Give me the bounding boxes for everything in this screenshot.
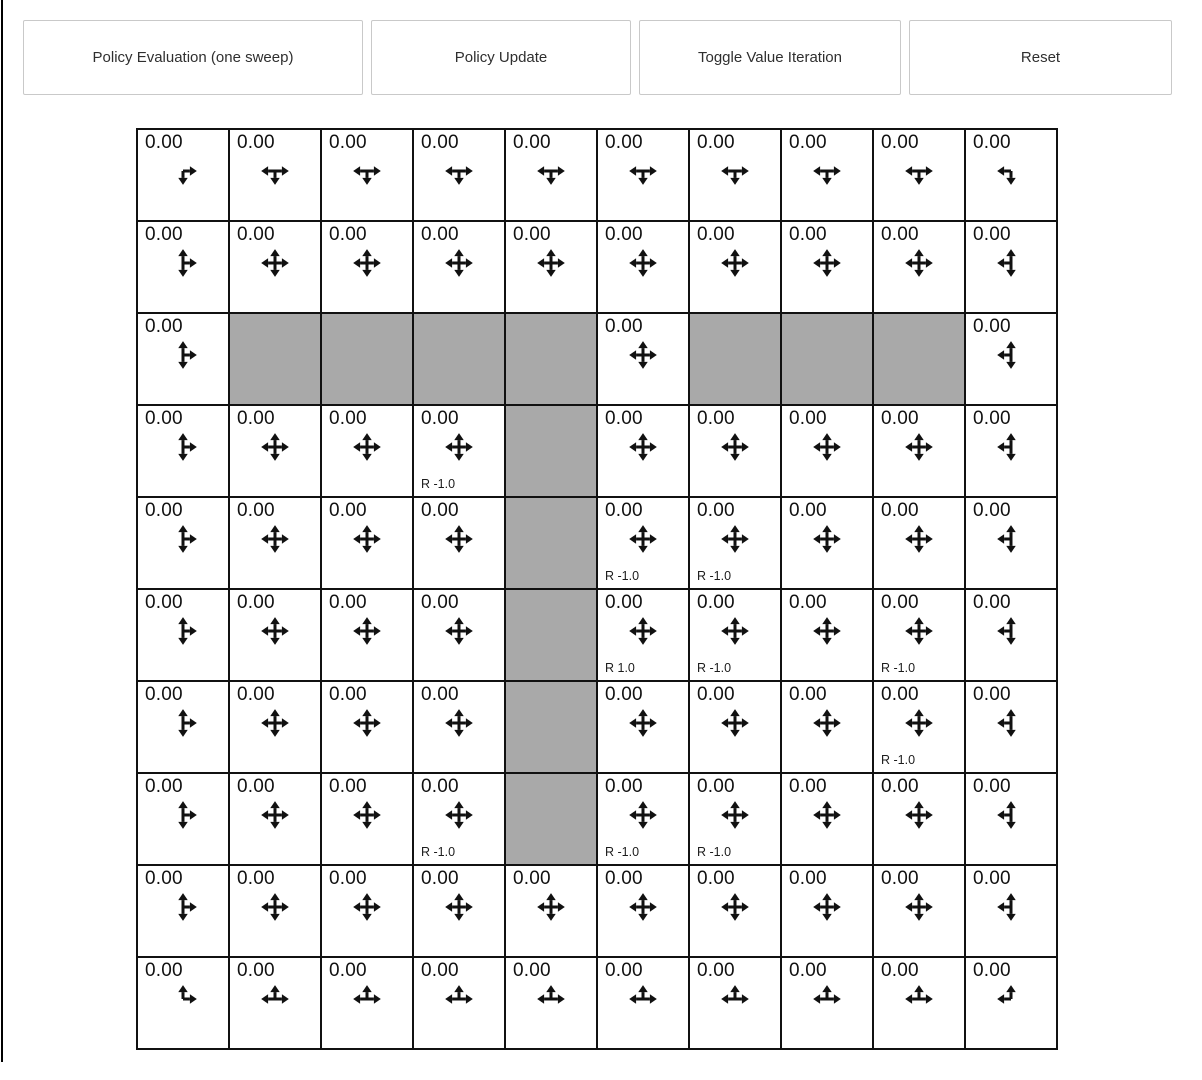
policy-arrows-icon [624,244,662,282]
state-cell[interactable] [873,129,965,221]
state-cell[interactable] [965,589,1057,681]
state-value: 0.00 [973,684,1011,705]
state-value: 0.00 [881,224,919,245]
policy-arrows-icon [440,980,478,1018]
reward-label: R -1.0 [605,845,640,859]
state-cell[interactable] [137,129,229,221]
policy-arrows-icon [808,704,846,742]
state-cell[interactable] [965,773,1057,865]
state-cell[interactable] [965,129,1057,221]
state-cell[interactable] [597,313,689,405]
state-value: 0.00 [973,960,1011,981]
policy-arrows-icon [348,980,386,1018]
wall-cell [229,313,321,405]
state-value: 0.00 [329,500,367,521]
state-value: 0.00 [973,132,1011,153]
policy-arrows-icon [440,612,478,650]
policy-arrows-icon [624,980,662,1018]
state-cell[interactable] [689,865,781,957]
policy-arrows-icon [716,980,754,1018]
state-cell[interactable] [321,957,413,1049]
state-cell[interactable] [965,865,1057,957]
state-cell[interactable] [413,957,505,1049]
state-value: 0.00 [697,500,735,521]
state-value: 0.00 [513,960,551,981]
policy-arrows-icon [256,980,294,1018]
policy-arrows-icon [256,428,294,466]
state-cell[interactable] [597,681,689,773]
policy-arrows-icon [808,980,846,1018]
state-cell[interactable] [229,865,321,957]
state-value: 0.00 [973,224,1011,245]
policy-arrows-icon [624,888,662,926]
state-cell[interactable] [321,221,413,313]
policy-arrows-icon [716,888,754,926]
state-cell[interactable] [781,497,873,589]
policy-arrows-icon [164,152,202,190]
state-cell[interactable] [321,497,413,589]
reward-label: R -1.0 [605,569,640,583]
state-cell[interactable] [229,957,321,1049]
state-value: 0.00 [237,592,275,613]
state-value: 0.00 [329,132,367,153]
state-value: 0.00 [421,684,459,705]
state-cell[interactable] [965,313,1057,405]
policy-arrows-icon [256,796,294,834]
state-value: 0.00 [145,684,183,705]
state-cell[interactable] [597,221,689,313]
state-value: 0.00 [237,408,275,429]
policy-arrows-icon [440,244,478,282]
state-cell[interactable] [873,497,965,589]
policy-arrows-icon [992,704,1030,742]
state-value: 0.00 [145,868,183,889]
state-cell[interactable] [597,865,689,957]
state-cell[interactable] [229,681,321,773]
state-value: 0.00 [329,224,367,245]
state-cell[interactable] [689,221,781,313]
policy-arrows-icon [900,152,938,190]
state-cell[interactable] [321,589,413,681]
state-value: 0.00 [605,316,643,337]
state-cell[interactable] [781,221,873,313]
state-cell[interactable] [781,405,873,497]
state-cell[interactable] [965,221,1057,313]
policy-arrows-icon [164,336,202,374]
policy-arrows-icon [900,428,938,466]
policy-arrows-icon [808,244,846,282]
state-cell[interactable] [413,221,505,313]
state-value: 0.00 [145,224,183,245]
state-cell[interactable] [137,957,229,1049]
state-cell[interactable] [689,957,781,1049]
policy-arrows-icon [532,980,570,1018]
wall-cell [505,497,597,589]
reward-label: R -1.0 [421,477,456,491]
policy-arrows-icon [900,612,938,650]
policy-arrows-icon [716,520,754,558]
policy-arrows-icon [348,888,386,926]
policy-arrows-icon [440,704,478,742]
state-cell[interactable] [597,497,689,589]
state-value: 0.00 [145,500,183,521]
wall-cell [781,313,873,405]
policy-arrows-icon [256,888,294,926]
state-cell[interactable] [321,773,413,865]
policy-arrows-icon [716,796,754,834]
policy-arrows-icon [164,980,202,1018]
state-value: 0.00 [605,960,643,981]
state-value: 0.00 [421,132,459,153]
policy-arrows-icon [716,152,754,190]
wall-cell [505,773,597,865]
policy-evaluation-button[interactable]: Policy Evaluation (one sweep) [23,20,363,95]
policy-arrows-icon [992,520,1030,558]
state-value: 0.00 [881,132,919,153]
wall-cell [505,405,597,497]
policy-arrows-icon [532,244,570,282]
policy-arrows-icon [808,520,846,558]
state-cell[interactable] [689,773,781,865]
policy-arrows-icon [624,796,662,834]
reward-label: R -1.0 [697,569,732,583]
state-cell[interactable] [597,773,689,865]
policy-arrows-icon [348,520,386,558]
state-cell[interactable] [689,405,781,497]
policy-arrows-icon [256,704,294,742]
state-value: 0.00 [789,132,827,153]
state-cell[interactable] [689,129,781,221]
state-value: 0.00 [605,500,643,521]
state-cell[interactable] [321,865,413,957]
state-value: 0.00 [237,224,275,245]
state-value: 0.00 [789,684,827,705]
policy-arrows-icon [440,428,478,466]
policy-arrows-icon [992,152,1030,190]
state-cell[interactable] [873,405,965,497]
state-value: 0.00 [329,592,367,613]
state-value: 0.00 [973,316,1011,337]
policy-arrows-icon [256,152,294,190]
policy-arrows-icon [624,612,662,650]
state-value: 0.00 [513,868,551,889]
state-value: 0.00 [421,868,459,889]
state-value: 0.00 [145,408,183,429]
state-cell[interactable] [137,589,229,681]
state-cell[interactable] [137,681,229,773]
policy-arrows-icon [900,520,938,558]
state-value: 0.00 [973,500,1011,521]
state-value: 0.00 [789,868,827,889]
state-cell[interactable] [413,773,505,865]
state-value: 0.00 [421,500,459,521]
state-value: 0.00 [329,408,367,429]
policy-arrows-icon [256,612,294,650]
state-cell[interactable] [505,129,597,221]
state-cell[interactable] [505,221,597,313]
reward-label: R -1.0 [421,845,456,859]
state-cell[interactable] [229,589,321,681]
state-value: 0.00 [237,684,275,705]
state-cell[interactable] [137,405,229,497]
state-cell[interactable] [597,957,689,1049]
state-cell[interactable] [965,957,1057,1049]
policy-arrows-icon [164,612,202,650]
policy-arrows-icon [164,796,202,834]
policy-arrows-icon [348,428,386,466]
policy-arrows-icon [808,796,846,834]
state-value: 0.00 [513,224,551,245]
state-value: 0.00 [789,960,827,981]
state-cell[interactable] [229,497,321,589]
state-value: 0.00 [697,224,735,245]
state-cell[interactable] [137,865,229,957]
state-cell[interactable] [781,589,873,681]
state-cell[interactable] [413,497,505,589]
state-value: 0.00 [237,500,275,521]
state-value: 0.00 [421,408,459,429]
state-cell[interactable] [965,681,1057,773]
state-value: 0.00 [789,592,827,613]
state-cell[interactable] [505,957,597,1049]
wall-cell [413,313,505,405]
state-value: 0.00 [145,776,183,797]
state-value: 0.00 [605,684,643,705]
policy-arrows-icon [164,244,202,282]
wall-cell [505,589,597,681]
state-cell[interactable] [229,773,321,865]
state-value: 0.00 [421,776,459,797]
state-cell[interactable] [137,313,229,405]
wall-cell [505,313,597,405]
state-cell[interactable] [229,405,321,497]
policy-arrows-icon [808,888,846,926]
state-value: 0.00 [237,960,275,981]
wall-cell [873,313,965,405]
policy-arrows-icon [164,428,202,466]
state-value: 0.00 [145,960,183,981]
policy-arrows-icon [808,152,846,190]
policy-arrows-icon [900,888,938,926]
policy-arrows-icon [348,152,386,190]
reset-button[interactable]: Reset [909,20,1172,95]
state-value: 0.00 [973,776,1011,797]
policy-arrows-icon [716,612,754,650]
policy-arrows-icon [256,244,294,282]
state-value: 0.00 [605,224,643,245]
state-cell[interactable] [781,957,873,1049]
gridworld-grid [136,128,1058,1050]
state-cell[interactable] [413,865,505,957]
state-value: 0.00 [697,408,735,429]
state-value: 0.00 [605,408,643,429]
state-cell[interactable] [597,405,689,497]
policy-arrows-icon [624,520,662,558]
policy-arrows-icon [992,612,1030,650]
state-cell[interactable] [873,589,965,681]
state-value: 0.00 [973,592,1011,613]
state-value: 0.00 [697,132,735,153]
policy-arrows-icon [716,428,754,466]
state-value: 0.00 [881,408,919,429]
state-cell[interactable] [505,865,597,957]
state-value: 0.00 [789,776,827,797]
policy-arrows-icon [348,612,386,650]
policy-arrows-icon [624,428,662,466]
state-value: 0.00 [697,960,735,981]
state-value: 0.00 [237,868,275,889]
state-cell[interactable] [873,221,965,313]
policy-arrows-icon [440,888,478,926]
state-cell[interactable] [873,681,965,773]
reward-label: R -1.0 [697,661,732,675]
toolbar [23,20,1172,95]
state-value: 0.00 [789,408,827,429]
state-cell[interactable] [413,589,505,681]
state-cell[interactable] [597,129,689,221]
state-value: 0.00 [421,224,459,245]
state-cell[interactable] [413,129,505,221]
state-cell[interactable] [873,865,965,957]
state-cell[interactable] [689,681,781,773]
policy-arrows-icon [440,520,478,558]
reward-label: R -1.0 [697,845,732,859]
state-cell[interactable] [321,129,413,221]
state-cell[interactable] [597,589,689,681]
state-value: 0.00 [789,500,827,521]
policy-arrows-icon [992,336,1030,374]
policy-arrows-icon [624,704,662,742]
policy-arrows-icon [624,152,662,190]
policy-arrows-icon [900,980,938,1018]
policy-arrows-icon [348,704,386,742]
state-cell[interactable] [137,497,229,589]
state-value: 0.00 [605,132,643,153]
state-cell[interactable] [321,681,413,773]
state-value: 0.00 [881,960,919,981]
policy-arrows-icon [900,244,938,282]
state-cell[interactable] [965,497,1057,589]
state-value: 0.00 [605,776,643,797]
state-value: 0.00 [881,868,919,889]
policy-arrows-icon [164,704,202,742]
policy-arrows-icon [532,888,570,926]
state-value: 0.00 [329,960,367,981]
policy-arrows-icon [716,704,754,742]
policy-update-button[interactable]: Policy Update [371,20,631,95]
policy-arrows-icon [348,796,386,834]
policy-arrows-icon [164,520,202,558]
state-cell[interactable] [965,405,1057,497]
state-cell[interactable] [137,773,229,865]
state-cell[interactable] [689,589,781,681]
policy-arrows-icon [440,796,478,834]
policy-arrows-icon [348,244,386,282]
state-cell[interactable] [413,681,505,773]
toggle-value-iteration-button[interactable]: Toggle Value Iteration [639,20,901,95]
state-cell[interactable] [781,773,873,865]
policy-arrows-icon [808,612,846,650]
state-value: 0.00 [881,776,919,797]
state-value: 0.00 [421,592,459,613]
state-value: 0.00 [697,592,735,613]
state-value: 0.00 [697,868,735,889]
state-value: 0.00 [881,592,919,613]
state-cell[interactable] [873,957,965,1049]
state-value: 0.00 [881,500,919,521]
policy-arrows-icon [992,796,1030,834]
state-value: 0.00 [421,960,459,981]
policy-arrows-icon [256,520,294,558]
state-cell[interactable] [689,497,781,589]
state-value: 0.00 [145,132,183,153]
state-cell[interactable] [873,773,965,865]
state-cell[interactable] [229,221,321,313]
policy-arrows-icon [992,244,1030,282]
wall-cell [689,313,781,405]
state-value: 0.00 [789,224,827,245]
policy-arrows-icon [440,152,478,190]
state-value: 0.00 [329,868,367,889]
state-value: 0.00 [605,868,643,889]
window-edge-line [1,0,3,1062]
state-cell[interactable] [781,865,873,957]
state-value: 0.00 [605,592,643,613]
state-value: 0.00 [329,776,367,797]
reward-label: R -1.0 [881,753,916,767]
state-value: 0.00 [237,132,275,153]
reward-label: R -1.0 [881,661,916,675]
policy-arrows-icon [624,336,662,374]
state-cell[interactable] [781,129,873,221]
state-value: 0.00 [145,316,183,337]
state-cell[interactable] [781,681,873,773]
wall-cell [321,313,413,405]
state-cell[interactable] [413,405,505,497]
state-cell[interactable] [229,129,321,221]
state-value: 0.00 [973,868,1011,889]
policy-arrows-icon [900,796,938,834]
state-value: 0.00 [973,408,1011,429]
state-cell[interactable] [137,221,229,313]
state-value: 0.00 [237,776,275,797]
policy-arrows-icon [900,704,938,742]
policy-arrows-icon [992,980,1030,1018]
policy-arrows-icon [992,888,1030,926]
policy-arrows-icon [992,428,1030,466]
state-value: 0.00 [881,684,919,705]
state-value: 0.00 [697,684,735,705]
policy-arrows-icon [532,152,570,190]
state-value: 0.00 [697,776,735,797]
state-value: 0.00 [329,684,367,705]
wall-cell [505,681,597,773]
state-value: 0.00 [513,132,551,153]
state-value: 0.00 [145,592,183,613]
reward-label: R 1.0 [605,661,635,675]
state-cell[interactable] [321,405,413,497]
policy-arrows-icon [164,888,202,926]
policy-arrows-icon [716,244,754,282]
policy-arrows-icon [808,428,846,466]
